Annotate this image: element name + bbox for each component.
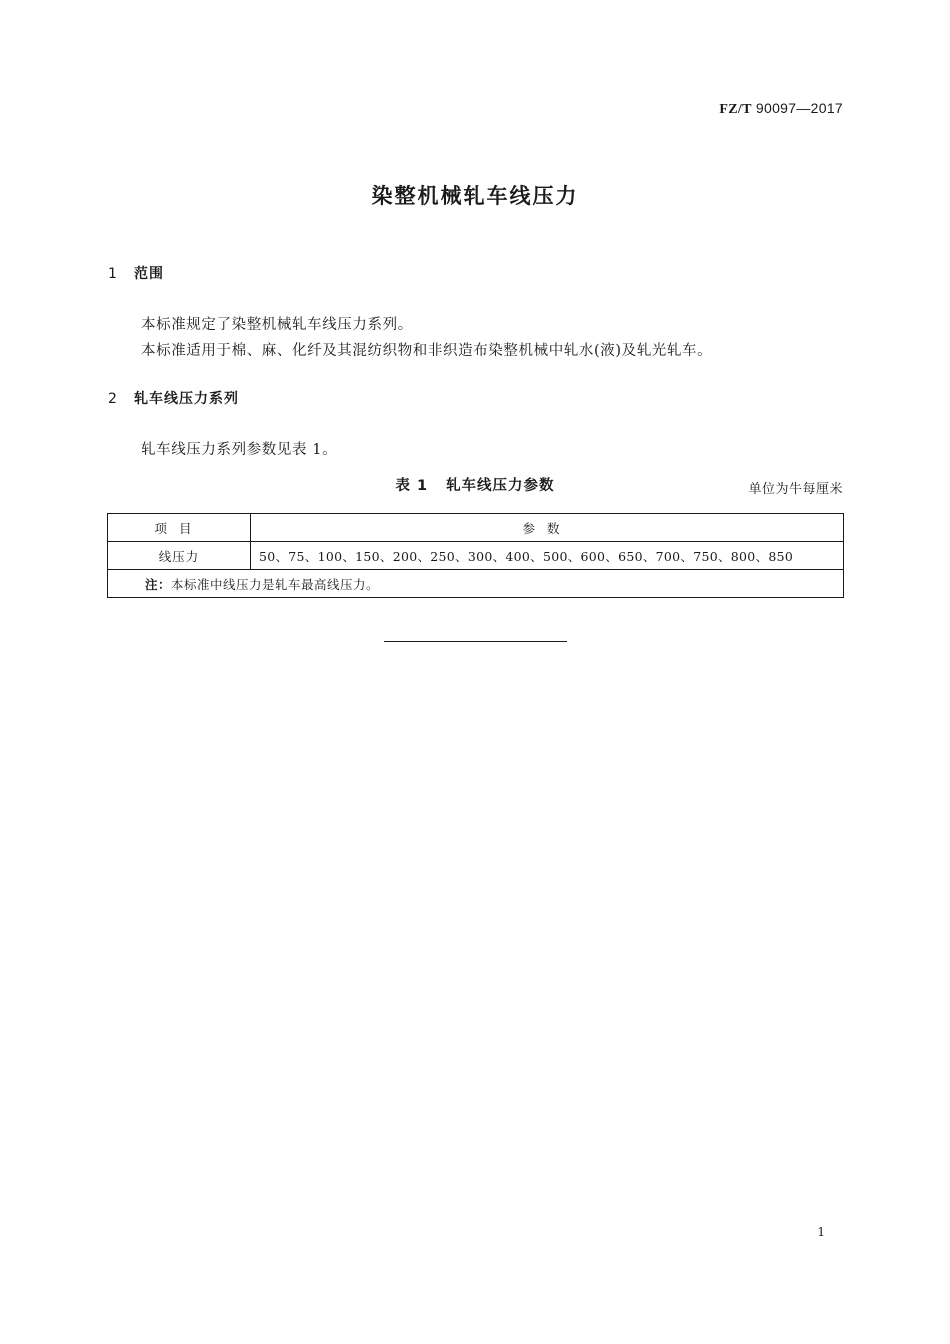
table-note-row xyxy=(108,570,844,598)
section-1-title: 范围 xyxy=(134,266,164,282)
end-of-document-line xyxy=(384,641,567,642)
standard-number: 90097—2017 xyxy=(755,100,843,116)
section-2-title: 轧车线压力系列 xyxy=(134,391,239,407)
table-row xyxy=(108,542,844,570)
table-header-row xyxy=(108,514,844,542)
section-2-heading xyxy=(108,388,239,408)
table-cell-values: 50、75、100、150、200、250、300、400、500、600、650、700、750、800、850 xyxy=(251,542,844,570)
table-note xyxy=(108,570,844,598)
table-caption-title: 轧车线压力参数 xyxy=(446,478,555,494)
section-1-number: 1 xyxy=(108,266,118,282)
document-title: 染整机械轧车线压力 xyxy=(371,184,579,208)
parameter-table xyxy=(107,513,844,598)
table-note-label: 注： xyxy=(145,576,172,592)
table-caption-label: 表 1 xyxy=(395,478,429,494)
standard-code xyxy=(719,100,843,118)
section-1-paragraph-1: 本标准规定了染整机械轧车线压力系列。 xyxy=(141,317,413,333)
section-1-paragraph-2: 本标准适用于棉、麻、化纤及其混纺织物和非织造布染整机械中轧水(液)及轧光轧车。 xyxy=(141,343,713,359)
table-header-item: 项目 xyxy=(108,514,251,542)
section-1-heading xyxy=(108,263,164,283)
table-note-text: 本标准中线压力是轧车最高线压力。 xyxy=(171,576,380,592)
section-2-paragraph-1: 轧车线压力系列参数见表 1。 xyxy=(141,442,338,458)
standard-prefix: FZ/T xyxy=(719,102,752,117)
table-header-params: 参数 xyxy=(251,514,844,542)
page-number: 1 xyxy=(817,1225,825,1239)
section-2-number: 2 xyxy=(108,391,118,407)
table-unit-note: 单位为牛每厘米 xyxy=(748,482,843,497)
table-cell-item: 线压力 xyxy=(108,542,251,570)
